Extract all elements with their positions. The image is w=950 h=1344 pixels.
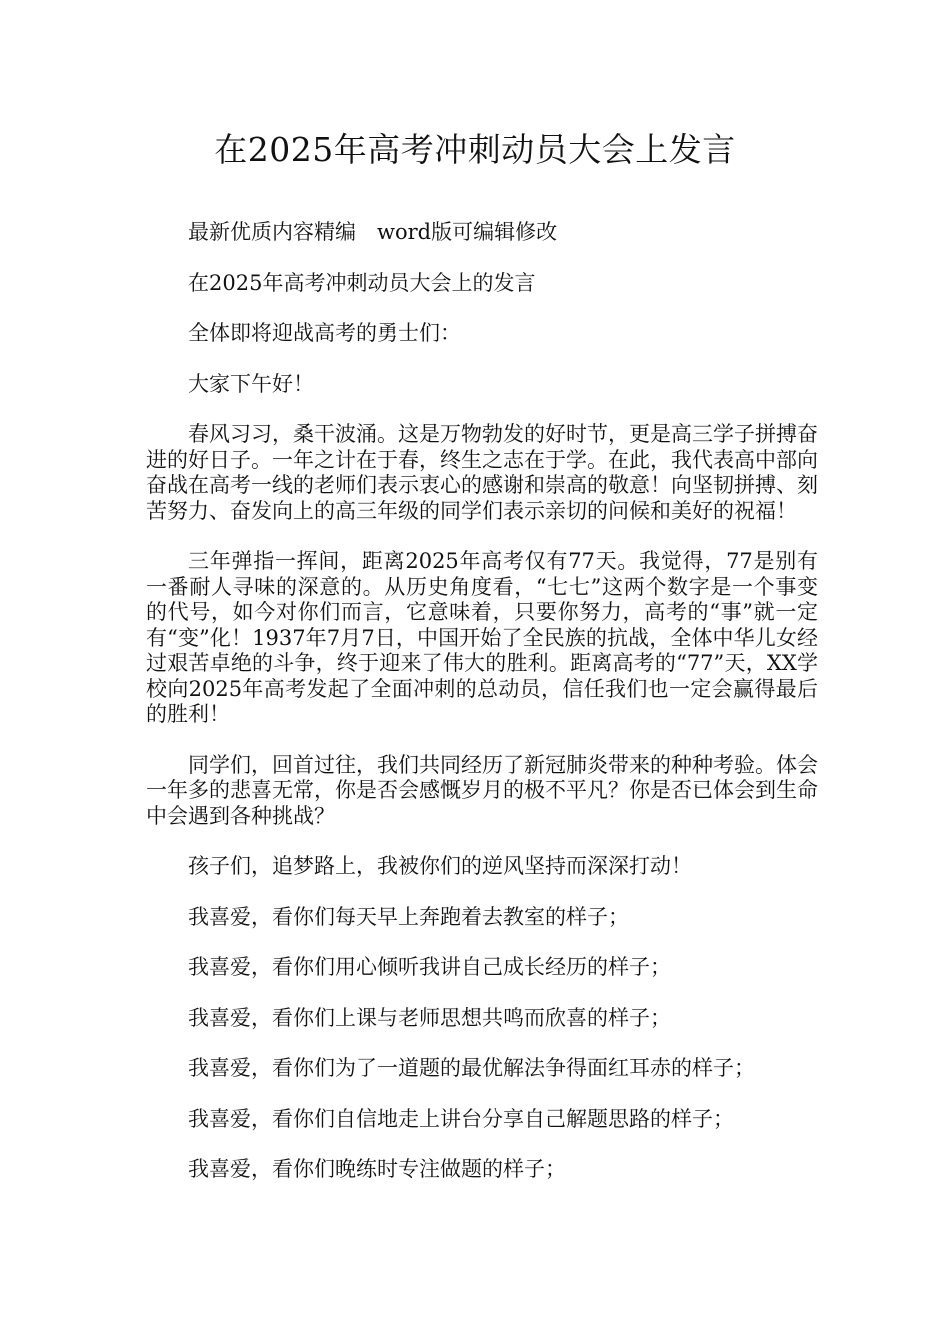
paragraph-77-days: 三年弹指一挥间，距离2025年高考仅有77天。我觉得，77是别有一番耐人寻味的深意的。从历史角度看，“七七”这两个数字是一个事变的代号，如今对你们而言，它意味着，只要你努力，高考的“事”就一定有“变”化！1937年7月7日，中国开始了全民族的抗战，全体中华儿女经过艰苦卓绝的斗争，终于迎来了伟大的胜利。距离高考的“77”天，XX学校向2025年高考发起了全面冲刺的总动员，信任我们也一定会赢得最后的胜利！ xyxy=(146,549,818,726)
paragraph-speech-heading: 在2025年高考冲刺动员大会上的发言 xyxy=(188,270,536,295)
paragraph-like-5: 我喜爱，看你们自信地走上讲台分享自己解题思路的样子； xyxy=(188,1106,734,1131)
paragraph-subtitle-note: 最新优质内容精编 word版可编辑修改 xyxy=(188,220,558,244)
document-title: 在2025年高考冲刺动员大会上发言 xyxy=(214,130,736,169)
paragraph-like-4: 我喜爱，看你们为了一道题的最优解法争得面红耳赤的样子； xyxy=(188,1056,755,1080)
paragraph-like-1: 我喜爱，看你们每天早上奔跑着去教室的样子； xyxy=(188,904,629,929)
paragraph-like-6: 我喜爱，看你们晚练时专注做题的样子； xyxy=(188,1157,566,1181)
paragraph-like-3: 我喜爱，看你们上课与老师思想共鸣而欣喜的样子； xyxy=(188,1005,671,1030)
paragraph-salutation: 全体即将迎战高考的勇士们： xyxy=(188,321,461,345)
paragraph-greeting: 大家下午好！ xyxy=(188,371,314,396)
paragraph-looking-back: 同学们，回首过往，我们共同经历了新冠肺炎带来的种种考验。体会一年多的悲喜无常，你是否会感慨岁月的极不平凡？你是否已体会到生命中会遇到各种挑战？ xyxy=(146,752,818,828)
paragraph-spring: 春风习习，桑干波涌。这是万物勃发的好时节，更是高三学子拼搏奋进的好日子。一年之计在于春，终生之志在于学。在此，我代表高中部向奋战在高考一线的老师们表示衷心的感谢和崇高的敬意！向坚韧拼搏、刻苦努力、奋发向上的高三年级的同学们表示亲切的问候和美好的祝福！ xyxy=(146,422,818,523)
paragraph-like-2: 我喜爱，看你们用心倾听我讲自己成长经历的样子； xyxy=(188,955,671,979)
document-body xyxy=(146,220,818,1208)
paragraph-moved: 孩子们，追梦路上，我被你们的逆风坚持而深深打动！ xyxy=(188,854,692,878)
